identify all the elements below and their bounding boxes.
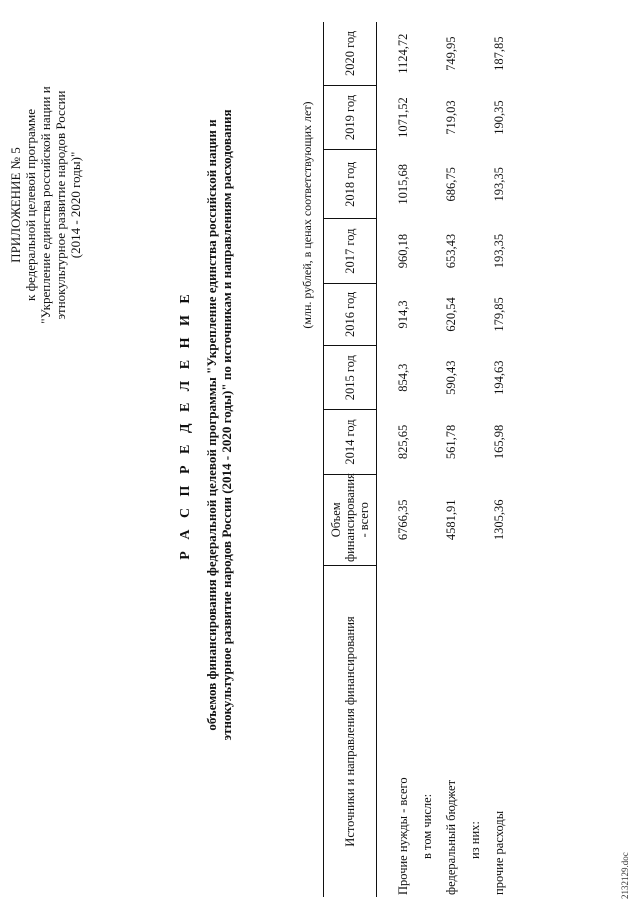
- table-cell: [463, 219, 487, 283]
- unit-note: (млн. рублей, в ценах соответствующих лет): [300, 101, 314, 329]
- column-header-year: 2014 год: [324, 410, 377, 474]
- table-cell: 6766,35: [395, 499, 410, 541]
- table-cell: [463, 410, 487, 474]
- table-cell: 1305,36: [491, 499, 506, 541]
- table-cell: 4581,91: [443, 499, 458, 541]
- row-label: в том числе:: [419, 793, 434, 859]
- table-cell: [463, 346, 487, 410]
- table-cell: [415, 346, 439, 410]
- heading-subtitle-line-1: объемов финансирования федеральной целевой программы "Укрепление единства российской нации и: [204, 119, 219, 731]
- table-cell: [415, 22, 439, 85]
- table-cell: 653,43: [443, 233, 458, 269]
- table-row: [439, 22, 463, 897]
- table-cell: 686,75: [443, 167, 458, 202]
- table-cell: 914,3: [395, 300, 410, 329]
- financing-table: [323, 22, 511, 897]
- table-cell: [463, 474, 487, 565]
- table-cell: [415, 474, 439, 565]
- column-header-year: 2020 год: [324, 22, 377, 85]
- table-cell: 193,35: [491, 167, 506, 202]
- table-header-row: [324, 22, 377, 897]
- column-header-year: 2016 год: [324, 283, 377, 345]
- table-cell: [463, 150, 487, 219]
- table-cell: 1124,72: [395, 33, 410, 74]
- table-cell: [415, 85, 439, 149]
- heading-subtitle-line-2: этнокультурное развитие народов России (2014 - 2020 годы)" по источникам и направлениям расходования: [219, 109, 234, 741]
- column-header-total: Объем финансирования - всего: [324, 474, 377, 565]
- table-row: [415, 22, 439, 897]
- column-header-year: 2019 год: [324, 85, 377, 149]
- table-cell: [415, 219, 439, 283]
- table-cell: 1015,68: [395, 164, 410, 205]
- table-cell: [415, 410, 439, 474]
- appendix-line: этнокультурное развитие народов России: [53, 90, 68, 320]
- document-heading: [178, 35, 234, 815]
- table-cell: 179,85: [491, 297, 506, 332]
- column-header-year: 2015 год: [324, 346, 377, 410]
- row-label: федеральный бюджет: [443, 779, 458, 895]
- table-cell: 620,54: [443, 297, 458, 332]
- column-header-year: 2018 год: [324, 150, 377, 219]
- table-cell: 719,03: [443, 100, 458, 135]
- table-cell: 825,65: [395, 424, 410, 460]
- row-label: Прочие нужды - всего: [395, 777, 410, 895]
- table-cell: 561,78: [443, 424, 458, 460]
- heading-title: Р А С П Р Е Д Е Л Е Н И Е: [178, 290, 193, 560]
- document-code: 2132129.doc: [620, 852, 630, 899]
- column-header-year: 2017 год: [324, 219, 377, 283]
- table-cell: 187,85: [491, 36, 506, 71]
- table-cell: 194,63: [491, 360, 506, 395]
- row-label: прочие расходы: [491, 810, 506, 895]
- table-cell: 190,35: [491, 100, 506, 135]
- appendix-line: к федеральной целевой программе: [23, 109, 38, 301]
- table-cell: 960,18: [395, 233, 410, 269]
- row-label: из них:: [467, 821, 482, 859]
- table-cell: 590,43: [443, 360, 458, 395]
- column-header-source: Источники и направления финансирования: [324, 566, 377, 898]
- table-cell: [415, 150, 439, 219]
- appendix-block: [8, 25, 83, 385]
- table-cell: 1071,52: [395, 97, 410, 138]
- table-cell: [463, 22, 487, 85]
- appendix-line: ПРИЛОЖЕНИЕ № 5: [8, 147, 23, 263]
- appendix-line: "Укрепление единства российской нации и: [38, 86, 53, 324]
- table-cell: [463, 85, 487, 149]
- table-cell: 165,98: [491, 424, 506, 460]
- table-cell: 193,35: [491, 233, 506, 269]
- table-cell: 749,95: [443, 36, 458, 71]
- table-cell: [415, 283, 439, 345]
- table-row: [487, 22, 511, 897]
- table-row: [463, 22, 487, 897]
- table-cell: 854,3: [395, 363, 410, 392]
- appendix-line: (2014 - 2020 годы)": [68, 151, 83, 259]
- table-row: [377, 22, 416, 897]
- table-cell: [463, 283, 487, 345]
